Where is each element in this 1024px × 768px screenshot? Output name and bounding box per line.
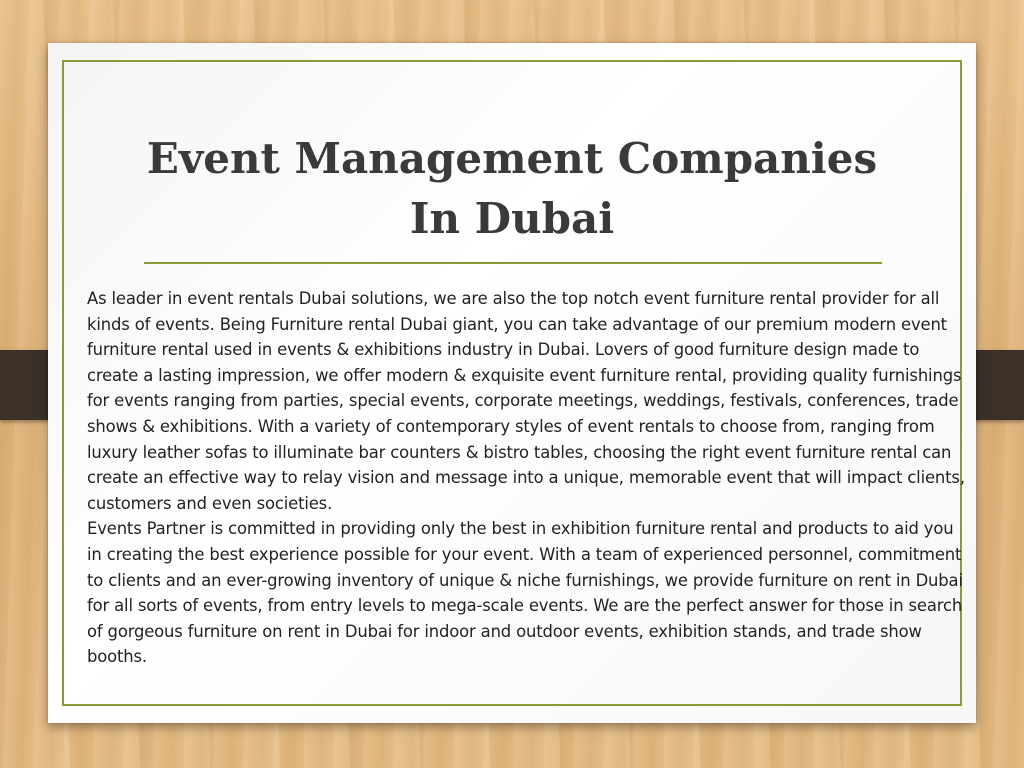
body-text (87, 286, 971, 670)
paragraph-2: Events Partner is committed in providing only the best in exhibition furniture rental and products to aid you in creating the best experience possible for your event. With a team of experienced personnel, commitment to clients and an ever-growing inventory of unique & niche furnishings, we provide furniture on rent in Dubai for all sorts of events, from entry levels to mega-scale events. We are the perfect answer for those in search of gorgeous furniture on rent in Dubai for indoor and outdoor events, exhibition stands, and trade show booths. (87, 519, 963, 667)
slide-title (48, 129, 976, 249)
title-divider (144, 262, 882, 264)
paragraph-1: As leader in event rentals Dubai solutions, we are also the top notch event furniture rental provider for all kinds of events. Being Furniture rental Dubai giant, you can take advantage of our premium modern event furniture rental used in events & exhibitions industry in Dubai. Lovers of good furniture design made to create a lasting impression, we offer modern & exquisite event furniture rental, providing quality furnishings for events ranging from parties, special events, corporate meetings, weddings, festivals, conferences, trade shows & exhibitions. With a variety of contemporary styles of event rentals to choose from, ranging from luxury leather sofas to illuminate bar counters & bistro tables, choosing the right event furniture rental can create an effective way to relay vision and message into a unique, memorable event that will impact clients, customers and even societies. (87, 289, 965, 513)
title-line-1: Event Management Companies (146, 134, 878, 183)
title-line-2: In Dubai (409, 194, 615, 243)
slide-card (48, 43, 976, 723)
